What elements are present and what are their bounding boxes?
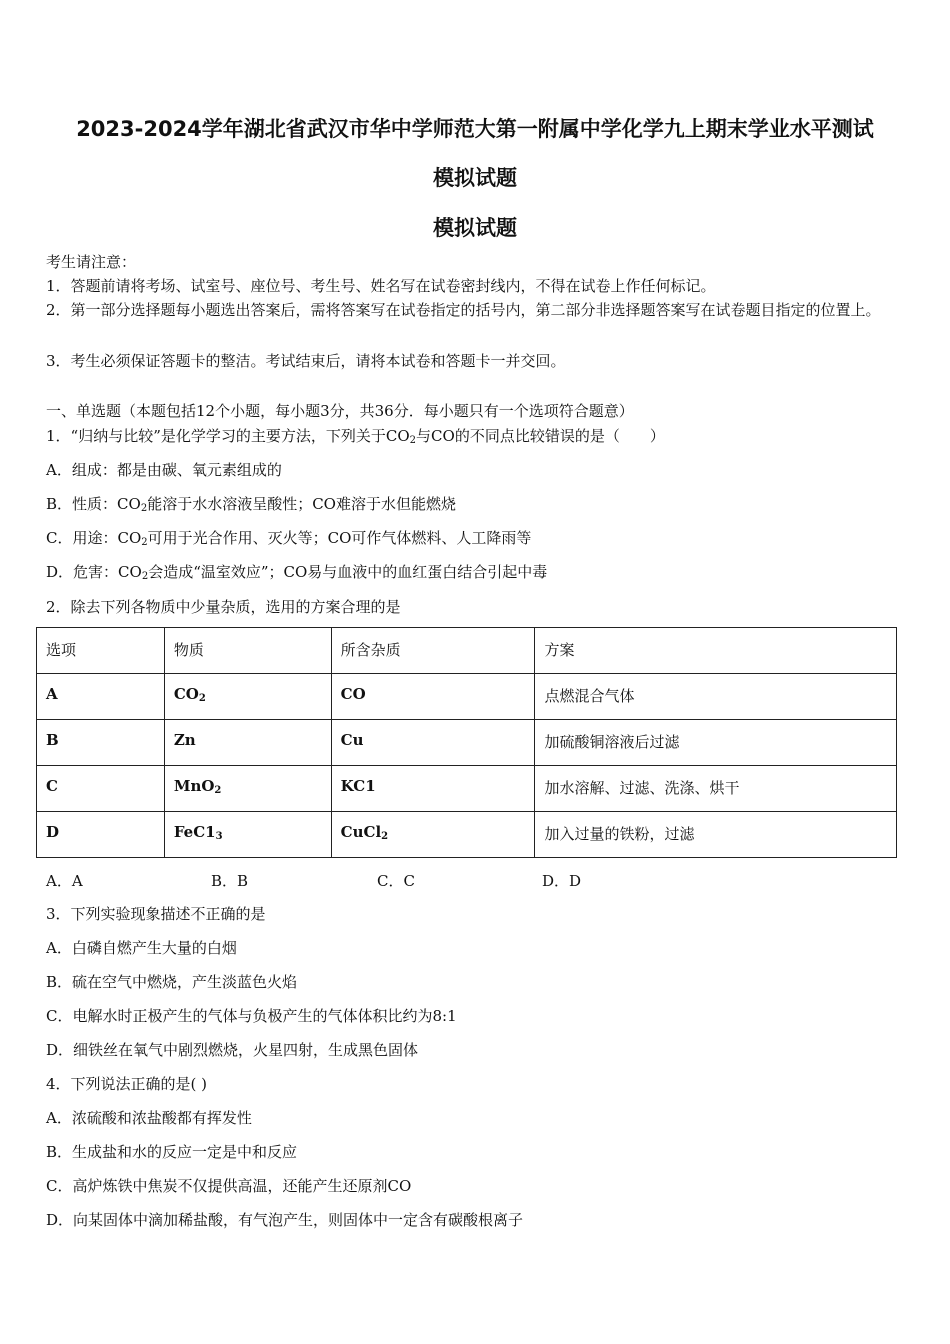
exam-subtitle: 模拟试题 bbox=[433, 166, 517, 190]
answer-option-a: A．A bbox=[46, 872, 83, 890]
table-cell-option: B bbox=[37, 720, 165, 766]
answer-option-d: D．D bbox=[542, 872, 582, 890]
question-2-table bbox=[36, 627, 897, 858]
table-cell-substance: $CO_2$ bbox=[164, 674, 331, 720]
table-cell-impurity: CO bbox=[331, 674, 535, 720]
notice-item-3: 3．考生必须保证答题卡的整洁。考试结束后，请将本试卷和答题卡一并交回。 bbox=[46, 352, 566, 370]
exam-title: 2023-2024学年湖北省武汉市华中学师范大第一附属中学化学九上期末学业水平测试 bbox=[76, 117, 874, 141]
question-2-answers bbox=[46, 870, 746, 890]
table-row bbox=[37, 766, 897, 812]
question-1-stem: 1．“归纳与比较”是化学学习的主要方法，下列关于$CO_2$与CO的不同点比较错误的是（ ） bbox=[46, 427, 665, 446]
table-cell-method: 加水溶解、过滤、洗涤、烘干 bbox=[535, 766, 897, 812]
table-cell-option: A bbox=[37, 674, 165, 720]
notice-heading: 考生请注意： bbox=[46, 253, 137, 271]
exam-subtitle-repeat: 模拟试题 bbox=[433, 216, 517, 240]
question-1-option-a: A．组成：都是由碳、氧元素组成的 bbox=[46, 461, 282, 479]
question-3-option-b: B．硫在空气中燃烧，产生淡蓝色火焰 bbox=[46, 973, 298, 991]
notice-item-2: 2．第一部分选择题每小题选出答案后，需将答案写在试卷指定的括号内，第二部分非选择题答案写在试卷题目指定的位置上。 bbox=[46, 301, 881, 319]
table-header-cell: 选项 bbox=[37, 628, 165, 674]
table-header-row bbox=[37, 628, 897, 674]
table-cell-substance: MnO$_2$ bbox=[164, 766, 331, 812]
question-4-option-a: A．浓硫酸和浓盐酸都有挥发性 bbox=[46, 1109, 252, 1127]
answer-option-c: C．C bbox=[377, 872, 415, 890]
table-cell-method: 加入过量的铁粉，过滤 bbox=[535, 812, 897, 858]
table-cell-substance: Zn bbox=[164, 720, 331, 766]
question-3-option-c: C．电解水时正极产生的气体与负极产生的气体体积比约为8:1 bbox=[46, 1007, 457, 1025]
question-1-option-c: C．用途：$CO_2$可用于光合作用、灭火等；CO可作气体燃料、人工降雨等 bbox=[46, 529, 532, 548]
answer-option-b: B．B bbox=[211, 872, 249, 890]
section-heading: 一、单选题（本题包括12个小题，每小题3分，共36分．每小题只有一个选项符合题意） bbox=[46, 402, 634, 420]
question-2-stem: 2．除去下列各物质中少量杂质，选用的方案合理的是 bbox=[46, 598, 401, 616]
table-cell-option: C bbox=[37, 766, 165, 812]
table-cell-substance: $FeC1_3$ bbox=[164, 812, 331, 858]
question-4-option-b: B．生成盐和水的反应一定是中和反应 bbox=[46, 1143, 298, 1161]
table-row bbox=[37, 674, 897, 720]
table-cell-method: 点燃混合气体 bbox=[535, 674, 897, 720]
table-header-cell: 所含杂质 bbox=[331, 628, 535, 674]
table-header-cell: 物质 bbox=[164, 628, 331, 674]
question-1-option-b: B．性质：$CO_2$能溶于水水溶液呈酸性；CO难溶于水但能燃烧 bbox=[46, 495, 456, 514]
question-4-stem: 4．下列说法正确的是( ) bbox=[46, 1075, 208, 1093]
question-3-option-a: A．白磷自燃产生大量的白烟 bbox=[46, 939, 237, 957]
table-row bbox=[37, 812, 897, 858]
question-1-option-d: D．危害：$CO_2$会造成“温室效应”；CO易与血液中的血红蛋白结合引起中毒 bbox=[46, 563, 548, 582]
table-cell-option: D bbox=[37, 812, 165, 858]
table-cell-method: 加硫酸铜溶液后过滤 bbox=[535, 720, 897, 766]
question-3-option-d: D．细铁丝在氧气中剧烈燃烧，火星四射，生成黑色固体 bbox=[46, 1041, 419, 1059]
table-row bbox=[37, 720, 897, 766]
question-4-option-d: D．向某固体中滴加稀盐酸，有气泡产生，则固体中一定含有碳酸根离子 bbox=[46, 1211, 524, 1229]
table-cell-impurity: KC1 bbox=[331, 766, 535, 812]
notice-item-1: 1．答题前请将考场、试室号、座位号、考生号、姓名写在试卷密封线内，不得在试卷上作任何标记。 bbox=[46, 277, 716, 295]
table-cell-impurity: CuCl$_2$ bbox=[331, 812, 535, 858]
table-cell-impurity: Cu bbox=[331, 720, 535, 766]
table-header-cell: 方案 bbox=[535, 628, 897, 674]
question-4-option-c: C．高炉炼铁中焦炭不仅提供高温，还能产生还原剂CO bbox=[46, 1177, 412, 1195]
question-3-stem: 3．下列实验现象描述不正确的是 bbox=[46, 905, 266, 923]
